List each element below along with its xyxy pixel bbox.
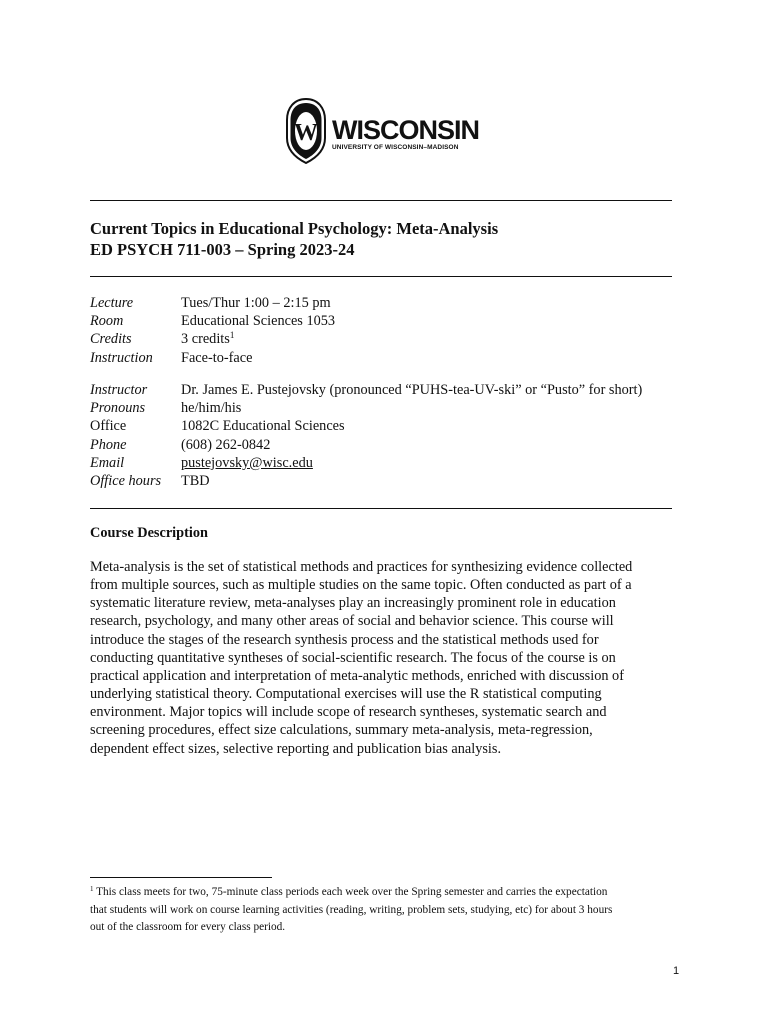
paragraph-line: environment. Major topics will include scope of research syntheses, systematic search and <box>90 704 607 721</box>
paragraph-line: screening procedures, effect size calculations, summary meta-analysis, meta-regression, <box>90 722 593 739</box>
paragraph-line: underlying statistical theory. Computational exercises will use the R statistical computing <box>90 686 602 703</box>
email-link[interactable]: pustejovsky@wisc.edu <box>181 454 313 471</box>
info-value: 1082C Educational Sciences <box>181 418 345 435</box>
paragraph-line: Meta-analysis is the set of statistical methods and practices for synthesizing evidence collected <box>90 559 633 575</box>
info-row-phone <box>90 436 642 454</box>
footnote-divider <box>90 877 272 878</box>
course-title-line2: ED PSYCH 711-003 – Spring 2023-24 <box>90 240 355 259</box>
logo-wordmark: WISCONSIN <box>332 115 480 145</box>
footnote-text: This class meets for two, 75-minute class periods each week over the Spring semester and carries the expectation <box>93 886 608 898</box>
footnote-marker: 1 <box>90 885 94 893</box>
footnote-line: out of the classroom for every class period. <box>90 921 286 933</box>
footnote <box>90 884 612 937</box>
info-label: Instructor <box>90 382 148 398</box>
crest-letter: W <box>294 120 318 146</box>
info-value: Dr. James E. Pustejovsky (pronounced “PUHS-tea-UV-ski” or “Pusto” for short) <box>181 382 643 398</box>
info-value: (608) 262-0842 <box>181 436 271 453</box>
instructor-block <box>90 381 642 490</box>
footnote-ref: 1 <box>229 330 235 341</box>
info-label: Instruction <box>90 349 153 366</box>
divider-top <box>90 200 672 201</box>
info-value: Educational Sciences 1053 <box>181 313 336 330</box>
info-row-office <box>90 417 642 435</box>
paragraph-line: dependent effect sizes, selective reporting and publication bias analysis. <box>90 740 502 757</box>
info-label: Phone <box>90 436 127 453</box>
course-description <box>90 558 690 758</box>
footnote-line <box>90 884 612 902</box>
info-label: Room <box>90 313 124 330</box>
info-value: Tues/Thur 1:00 – 2:15 pm <box>181 295 331 311</box>
info-label: Office hours <box>90 473 162 490</box>
info-label: Office <box>90 418 127 435</box>
info-label: Pronouns <box>90 400 146 417</box>
info-row-credits <box>90 330 335 348</box>
info-row-email <box>90 454 642 472</box>
info-row-lecture <box>90 294 335 312</box>
footnote-line: that students will work on course learning activities (reading, writing, problem sets, studying, etc) for about 3 hours <box>90 903 613 916</box>
divider-info <box>90 508 672 509</box>
info-value: Face-to-face <box>181 349 253 366</box>
info-row-instructor <box>90 381 642 399</box>
logo-subtitle: UNIVERSITY OF WISCONSIN–MADISON <box>332 144 459 151</box>
paragraph-line: conducting quantitative syntheses of social-scientific research. The focus of the course is on <box>90 649 616 666</box>
paragraph-line: systematic literature review, meta-analyses play an increasingly prominent role in education <box>90 595 616 612</box>
uw-madison-logo <box>286 98 479 164</box>
info-row-room <box>90 312 335 330</box>
paragraph-line: from multiple sources, such as multiple studies on the same topic. Often conducted as part of a <box>90 577 632 594</box>
credits-value: 3 credits <box>181 331 230 348</box>
info-value: he/him/his <box>181 400 242 417</box>
paragraph-line: practical application and interpretation of meta-analytic methods, enriched with discussion of <box>90 667 624 684</box>
divider-title <box>90 276 672 277</box>
crest-icon <box>286 98 326 164</box>
paragraph-line: introduce the stages of the research synthesis process and the statistical methods used for <box>90 631 599 648</box>
info-row-office-hours <box>90 472 642 490</box>
info-label: Lecture <box>90 295 134 311</box>
info-row-pronouns <box>90 399 642 417</box>
info-value: TBD <box>181 473 210 490</box>
page-number: 1 <box>673 965 680 977</box>
info-label: Email <box>90 454 125 471</box>
info-label: Credits <box>90 331 132 348</box>
info-row-instruction <box>90 349 335 367</box>
paragraph-line: research, psychology, and many other areas of social and behavior science. This course will <box>90 613 614 630</box>
course-title-line1: Current Topics in Educational Psychology: Meta-Analysis <box>90 219 499 238</box>
course-title <box>90 218 498 260</box>
section-heading: Course Description <box>90 525 208 541</box>
logistics-block <box>90 294 335 367</box>
info-value <box>181 330 234 348</box>
